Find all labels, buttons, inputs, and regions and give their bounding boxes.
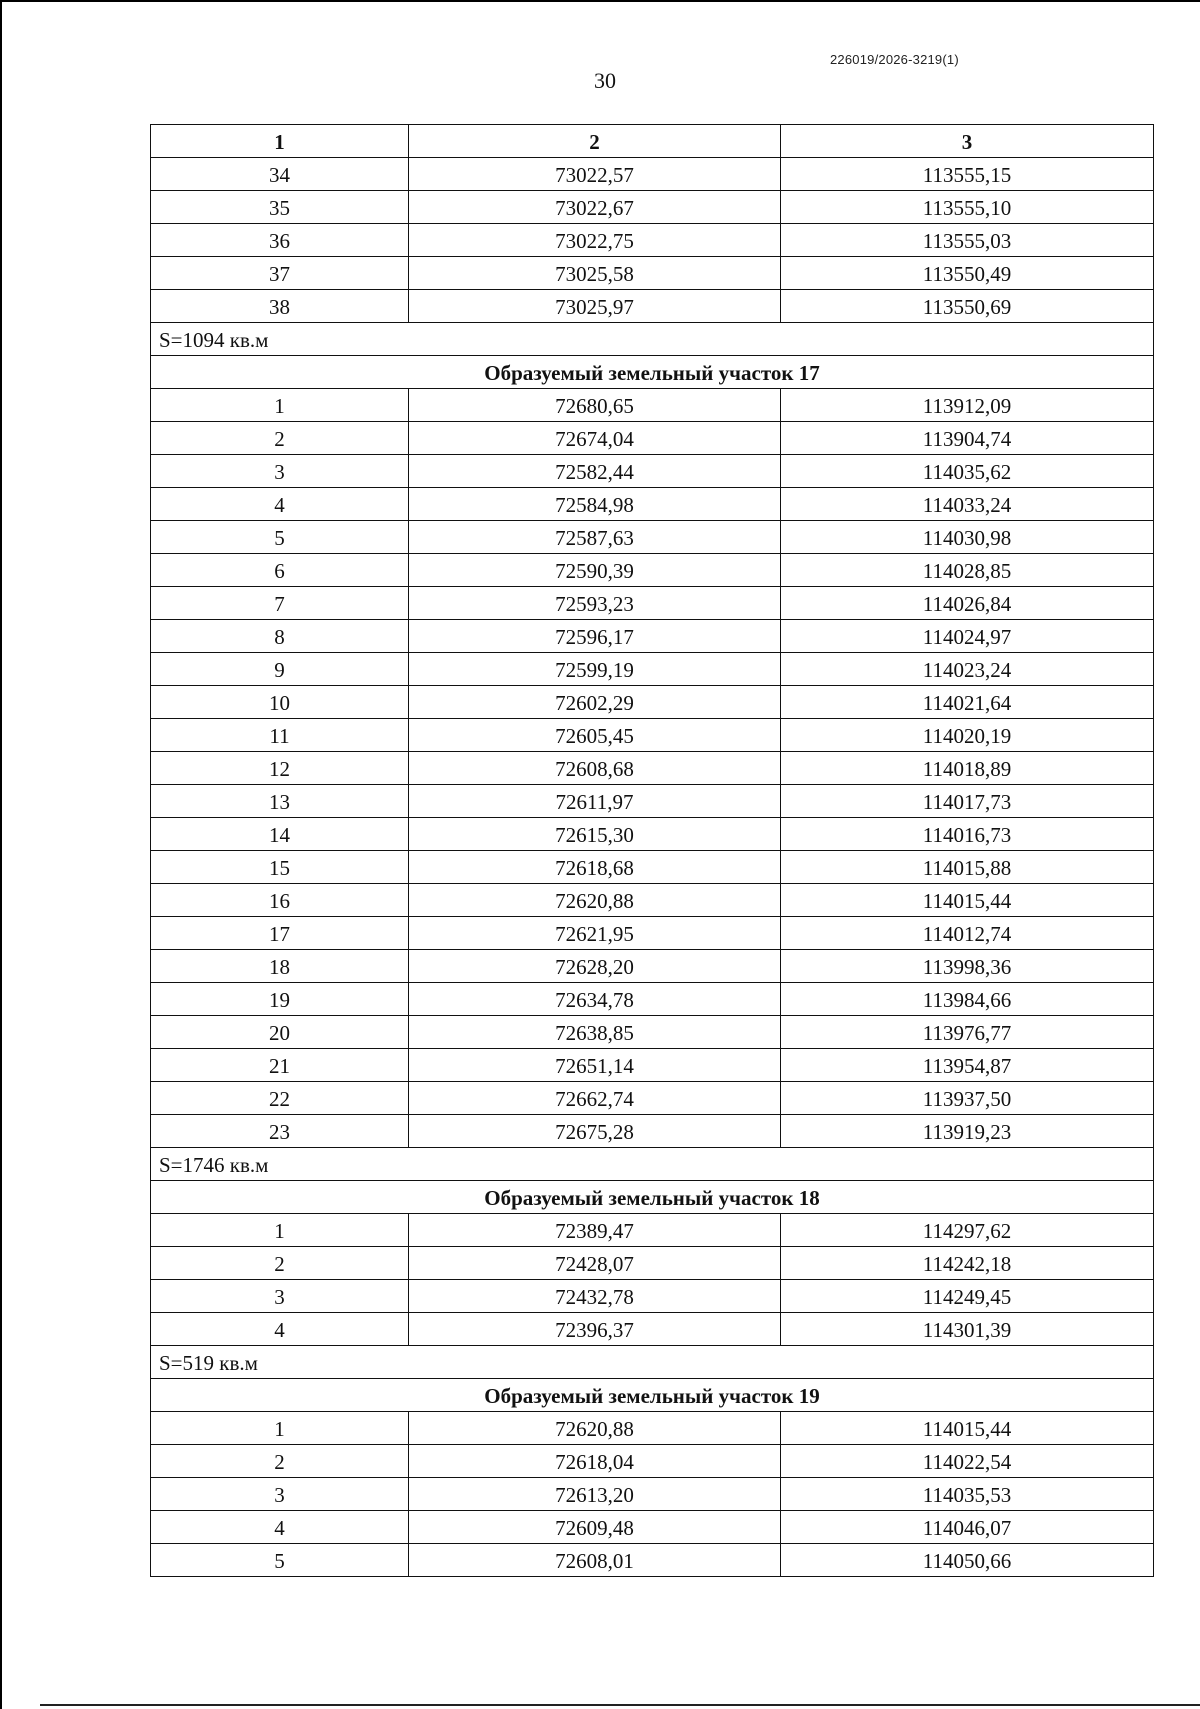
table-header-row	[151, 125, 1154, 158]
cell-y-coordinate: 113555,03	[781, 224, 1154, 257]
cell-point-number: 8	[151, 620, 409, 653]
table-row	[151, 191, 1154, 224]
cell-x-coordinate: 72611,97	[409, 785, 781, 818]
scan-border-left	[0, 0, 2, 1709]
cell-y-coordinate: 113919,23	[781, 1115, 1154, 1148]
cell-y-coordinate: 114020,19	[781, 719, 1154, 752]
table-row	[151, 1313, 1154, 1346]
cell-x-coordinate: 72651,14	[409, 1049, 781, 1082]
cell-x-coordinate: 72662,74	[409, 1082, 781, 1115]
table-row	[151, 653, 1154, 686]
cell-point-number: 2	[151, 1445, 409, 1478]
document-registration-number: 226019/2026-3219(1)	[830, 52, 959, 67]
cell-point-number: 1	[151, 1412, 409, 1445]
area-row	[151, 323, 1154, 356]
header-cell-point: 1	[151, 125, 409, 158]
cell-point-number: 35	[151, 191, 409, 224]
cell-y-coordinate: 114035,62	[781, 455, 1154, 488]
cell-point-number: 16	[151, 884, 409, 917]
table-row	[151, 818, 1154, 851]
cell-point-number: 22	[151, 1082, 409, 1115]
table-row	[151, 620, 1154, 653]
cell-y-coordinate: 114297,62	[781, 1214, 1154, 1247]
cell-x-coordinate: 72680,65	[409, 389, 781, 422]
parcel-area: S=519 кв.м	[151, 1346, 1154, 1379]
cell-y-coordinate: 113555,15	[781, 158, 1154, 191]
table-row	[151, 1049, 1154, 1082]
cell-point-number: 11	[151, 719, 409, 752]
cell-point-number: 4	[151, 1511, 409, 1544]
cell-point-number: 2	[151, 1247, 409, 1280]
cell-y-coordinate: 114021,64	[781, 686, 1154, 719]
parcel-title: Образуемый земельный участок 18	[151, 1181, 1154, 1214]
coordinates-table-body	[151, 125, 1154, 1577]
cell-y-coordinate: 113937,50	[781, 1082, 1154, 1115]
table-row	[151, 719, 1154, 752]
cell-point-number: 21	[151, 1049, 409, 1082]
area-row	[151, 1148, 1154, 1181]
cell-x-coordinate: 72599,19	[409, 653, 781, 686]
cell-point-number: 4	[151, 1313, 409, 1346]
table-row	[151, 488, 1154, 521]
header-cell-y: 3	[781, 125, 1154, 158]
cell-x-coordinate: 72389,47	[409, 1214, 781, 1247]
cell-y-coordinate: 114050,66	[781, 1544, 1154, 1577]
cell-x-coordinate: 72613,20	[409, 1478, 781, 1511]
table-row	[151, 257, 1154, 290]
section-title-row	[151, 1379, 1154, 1412]
cell-x-coordinate: 72615,30	[409, 818, 781, 851]
cell-point-number: 23	[151, 1115, 409, 1148]
table-row	[151, 785, 1154, 818]
cell-x-coordinate: 72605,45	[409, 719, 781, 752]
cell-point-number: 18	[151, 950, 409, 983]
cell-point-number: 10	[151, 686, 409, 719]
cell-point-number: 37	[151, 257, 409, 290]
parcel-area: S=1746 кв.м	[151, 1148, 1154, 1181]
cell-point-number: 3	[151, 1478, 409, 1511]
table-row	[151, 752, 1154, 785]
cell-x-coordinate: 73022,75	[409, 224, 781, 257]
table-row	[151, 1280, 1154, 1313]
cell-y-coordinate: 114028,85	[781, 554, 1154, 587]
cell-y-coordinate: 114026,84	[781, 587, 1154, 620]
cell-point-number: 36	[151, 224, 409, 257]
table-row	[151, 158, 1154, 191]
cell-y-coordinate: 114022,54	[781, 1445, 1154, 1478]
table-row	[151, 455, 1154, 488]
table-row	[151, 950, 1154, 983]
cell-x-coordinate: 72432,78	[409, 1280, 781, 1313]
table-row	[151, 1247, 1154, 1280]
table-row	[151, 1478, 1154, 1511]
cell-point-number: 20	[151, 1016, 409, 1049]
cell-y-coordinate: 114015,88	[781, 851, 1154, 884]
cell-y-coordinate: 114016,73	[781, 818, 1154, 851]
cell-point-number: 5	[151, 521, 409, 554]
table-row	[151, 1082, 1154, 1115]
cell-y-coordinate: 113912,09	[781, 389, 1154, 422]
cell-y-coordinate: 114301,39	[781, 1313, 1154, 1346]
cell-x-coordinate: 73022,67	[409, 191, 781, 224]
table-row	[151, 983, 1154, 1016]
cell-y-coordinate: 113550,69	[781, 290, 1154, 323]
table-row	[151, 851, 1154, 884]
cell-x-coordinate: 72618,68	[409, 851, 781, 884]
cell-x-coordinate: 72628,20	[409, 950, 781, 983]
cell-y-coordinate: 114030,98	[781, 521, 1154, 554]
cell-y-coordinate: 113954,87	[781, 1049, 1154, 1082]
table-row	[151, 686, 1154, 719]
cell-x-coordinate: 73025,58	[409, 257, 781, 290]
cell-point-number: 19	[151, 983, 409, 1016]
table-row	[151, 521, 1154, 554]
cell-point-number: 1	[151, 1214, 409, 1247]
cell-point-number: 38	[151, 290, 409, 323]
table-row	[151, 1511, 1154, 1544]
area-row	[151, 1346, 1154, 1379]
table-row	[151, 389, 1154, 422]
cell-y-coordinate: 114017,73	[781, 785, 1154, 818]
table-row	[151, 1115, 1154, 1148]
cell-point-number: 15	[151, 851, 409, 884]
cell-y-coordinate: 114012,74	[781, 917, 1154, 950]
table-row	[151, 224, 1154, 257]
parcel-title: Образуемый земельный участок 19	[151, 1379, 1154, 1412]
cell-point-number: 3	[151, 1280, 409, 1313]
cell-point-number: 34	[151, 158, 409, 191]
cell-point-number: 5	[151, 1544, 409, 1577]
cell-point-number: 4	[151, 488, 409, 521]
cell-x-coordinate: 72596,17	[409, 620, 781, 653]
cell-x-coordinate: 72634,78	[409, 983, 781, 1016]
parcel-area: S=1094 кв.м	[151, 323, 1154, 356]
cell-x-coordinate: 72584,98	[409, 488, 781, 521]
cell-point-number: 12	[151, 752, 409, 785]
cell-y-coordinate: 114015,44	[781, 1412, 1154, 1445]
cell-y-coordinate: 114023,24	[781, 653, 1154, 686]
cell-point-number: 3	[151, 455, 409, 488]
cell-point-number: 6	[151, 554, 409, 587]
cell-y-coordinate: 114018,89	[781, 752, 1154, 785]
table-row	[151, 422, 1154, 455]
cell-x-coordinate: 72621,95	[409, 917, 781, 950]
section-title-row	[151, 1181, 1154, 1214]
cell-y-coordinate: 114242,18	[781, 1247, 1154, 1280]
scan-border-bottom	[40, 1704, 1200, 1706]
table-row	[151, 1445, 1154, 1478]
table-row	[151, 884, 1154, 917]
page-number: 30	[594, 68, 616, 93]
cell-x-coordinate: 72609,48	[409, 1511, 781, 1544]
cell-point-number: 13	[151, 785, 409, 818]
section-title-row	[151, 356, 1154, 389]
cell-x-coordinate: 72396,37	[409, 1313, 781, 1346]
table-row	[151, 917, 1154, 950]
scan-border-top	[0, 0, 1200, 2]
table-row	[151, 1544, 1154, 1577]
table-row	[151, 587, 1154, 620]
cell-point-number: 9	[151, 653, 409, 686]
cell-point-number: 2	[151, 422, 409, 455]
cell-point-number: 17	[151, 917, 409, 950]
table-row	[151, 554, 1154, 587]
cell-point-number: 7	[151, 587, 409, 620]
cell-point-number: 1	[151, 389, 409, 422]
cell-y-coordinate: 113904,74	[781, 422, 1154, 455]
cell-y-coordinate: 113984,66	[781, 983, 1154, 1016]
cell-y-coordinate: 114024,97	[781, 620, 1154, 653]
cell-point-number: 14	[151, 818, 409, 851]
cell-x-coordinate: 72582,44	[409, 455, 781, 488]
cell-y-coordinate: 114249,45	[781, 1280, 1154, 1313]
cell-x-coordinate: 72587,63	[409, 521, 781, 554]
cell-x-coordinate: 72590,39	[409, 554, 781, 587]
cell-y-coordinate: 113976,77	[781, 1016, 1154, 1049]
cell-x-coordinate: 72608,01	[409, 1544, 781, 1577]
cell-x-coordinate: 72428,07	[409, 1247, 781, 1280]
table-row	[151, 1214, 1154, 1247]
cell-x-coordinate: 72608,68	[409, 752, 781, 785]
table-row	[151, 1016, 1154, 1049]
cell-x-coordinate: 72593,23	[409, 587, 781, 620]
cell-x-coordinate: 72675,28	[409, 1115, 781, 1148]
cell-x-coordinate: 72602,29	[409, 686, 781, 719]
header-cell-x: 2	[409, 125, 781, 158]
cell-y-coordinate: 114046,07	[781, 1511, 1154, 1544]
cell-x-coordinate: 72618,04	[409, 1445, 781, 1478]
coordinates-table	[150, 124, 1154, 1577]
cell-x-coordinate: 73022,57	[409, 158, 781, 191]
cell-y-coordinate: 113998,36	[781, 950, 1154, 983]
cell-x-coordinate: 73025,97	[409, 290, 781, 323]
cell-x-coordinate: 72620,88	[409, 1412, 781, 1445]
cell-x-coordinate: 72620,88	[409, 884, 781, 917]
cell-y-coordinate: 114035,53	[781, 1478, 1154, 1511]
parcel-title: Образуемый земельный участок 17	[151, 356, 1154, 389]
cell-y-coordinate: 114015,44	[781, 884, 1154, 917]
cell-x-coordinate: 72674,04	[409, 422, 781, 455]
cell-y-coordinate: 114033,24	[781, 488, 1154, 521]
cell-y-coordinate: 113550,49	[781, 257, 1154, 290]
table-row	[151, 290, 1154, 323]
cell-y-coordinate: 113555,10	[781, 191, 1154, 224]
table-row	[151, 1412, 1154, 1445]
cell-x-coordinate: 72638,85	[409, 1016, 781, 1049]
